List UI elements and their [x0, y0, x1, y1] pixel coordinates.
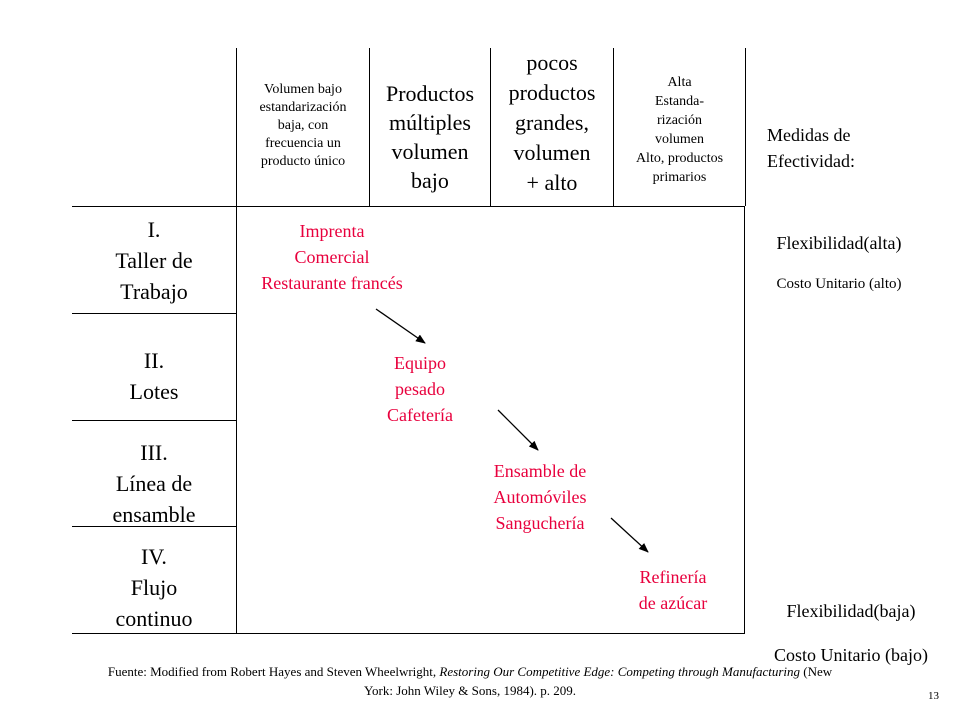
column-header-1-text: Volumen bajo estandarización baja, con frecuencia un producto único: [259, 82, 347, 169]
footer-book-title: Restoring Our Competitive Edge: Competing through Manufacturing: [439, 664, 800, 679]
row-label-1: I. Taller de Trabajo: [115, 217, 193, 304]
example-2: Equipo pesado Cafetería: [387, 353, 453, 425]
footer-prefix: Fuente: Modified from Robert Hayes and Steven Wheelwright,: [107, 664, 440, 679]
column-header-4-text: Alta Estanda- rización volumen Alto, productos primarios: [635, 75, 724, 185]
example-1: Imprenta Comercial Restaurante francés: [261, 221, 403, 293]
measures-bottom-cost: Costo Unitario (bajo): [774, 645, 928, 665]
row-label-4: IV. Flujo continuo: [115, 544, 193, 631]
measures-top-flexibility: Flexibilidad(alta): [776, 233, 902, 253]
example-3: Ensamble de Automóviles Sanguchería: [493, 461, 587, 533]
footer-line2: York: John Wiley & Sons, 1984). p. 209.: [363, 683, 577, 698]
source-footer: [20, 662, 920, 700]
row-label-2: II. Lotes: [129, 348, 179, 404]
arrow-2: [498, 410, 538, 450]
measures-bottom-flexibility: Flexibilidad(baja): [786, 601, 916, 621]
column-header-2-text: Productos múltiples volumen bajo: [386, 81, 474, 193]
column-header-3-text: pocos productos grandes, volumen + alto: [508, 50, 596, 195]
measures-title: Medidas de Efectividad:: [767, 125, 855, 171]
measures-top-cost: Costo Unitario (alto): [776, 276, 902, 292]
page-number: 13: [928, 690, 939, 702]
example-4: Refinería de azúcar: [638, 567, 708, 613]
row-label-3: III. Línea de ensamble: [112, 440, 196, 527]
arrow-3: [611, 518, 648, 552]
arrow-1: [376, 309, 425, 343]
footer-suffix: (New: [800, 664, 833, 679]
